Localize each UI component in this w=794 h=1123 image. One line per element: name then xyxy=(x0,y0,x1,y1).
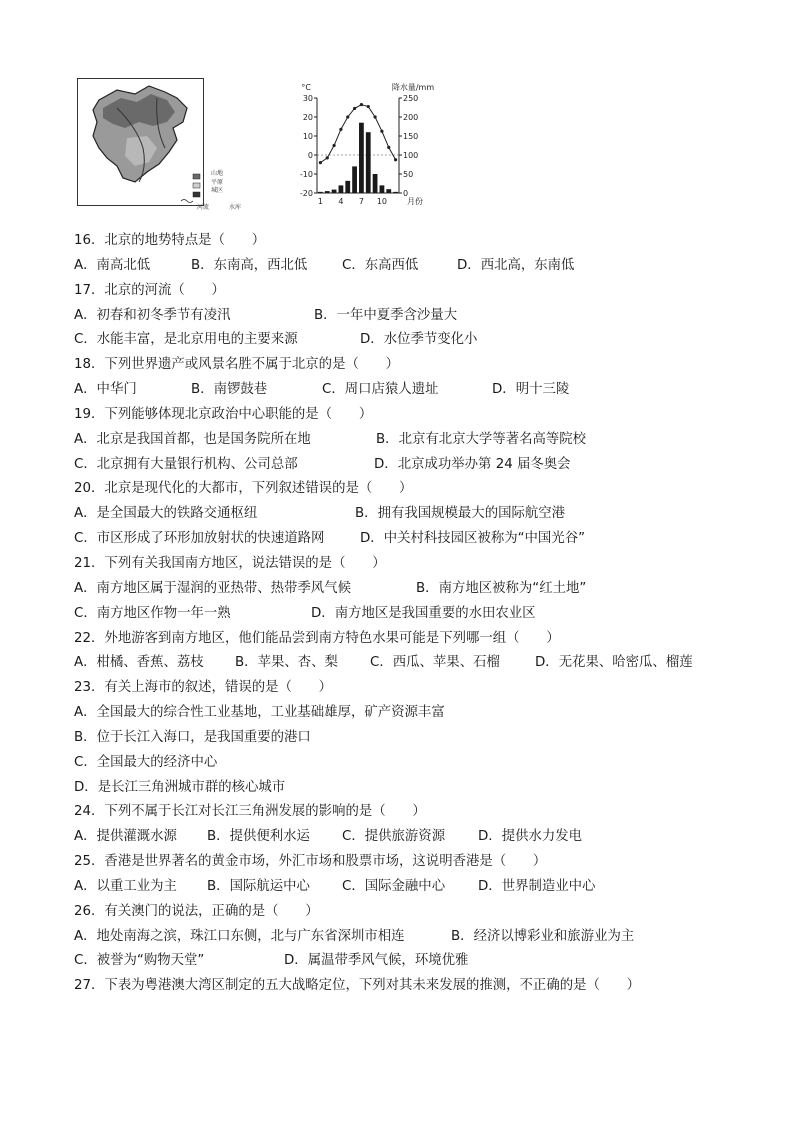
answer-option: B．位于长江入海口，是我国重要的港口 xyxy=(74,729,311,745)
question-stem: 25．香港是世界著名的黄金市场，外汇市场和股票市场，这说明香港是（ ） xyxy=(74,854,547,870)
answer-option: A．是全国最大的铁路交通枢纽 xyxy=(74,506,258,522)
left-tick-label: -20 xyxy=(299,189,313,198)
question-stem: 24．下列不属于长江对长江三角洲发展的影响的是（ ） xyxy=(74,804,426,820)
answer-option: D．中关村科技园区被称为“中国光谷” xyxy=(360,531,586,547)
temperature-point xyxy=(394,158,397,161)
answer-option: B．东南高，西北低 xyxy=(191,257,308,273)
question-stem: 27．下表为粤港澳大湾区制定的五大战略定位，下列对其未来发展的推测，不正确的是（ ） xyxy=(74,978,641,994)
answer-option: D．世界制造业中心 xyxy=(478,878,596,894)
temperature-point xyxy=(353,107,356,110)
legend-urban-label: 城区 xyxy=(211,187,224,194)
temperature-point xyxy=(319,161,322,164)
answer-option: D．提供水力发电 xyxy=(478,829,583,845)
answer-option: A．南高北低 xyxy=(74,257,151,273)
option-row xyxy=(74,378,734,403)
figure-area xyxy=(77,78,437,213)
option-row xyxy=(74,651,734,676)
answer-option: C．西瓜、苹果、石榴 xyxy=(370,655,500,671)
temperature-point xyxy=(360,103,363,106)
temperature-point xyxy=(367,105,370,108)
answer-option: C．周口店猿人遗址 xyxy=(322,382,439,398)
answer-option: C．北京拥有大量银行机构、公司总部 xyxy=(74,456,298,472)
question-stem: 23．有关上海市的叙述，错误的是（ ） xyxy=(74,680,333,696)
right-tick-label: 50 xyxy=(403,170,414,179)
x-tick-label: 1 xyxy=(317,197,323,206)
question-list xyxy=(74,229,734,999)
temperature-point xyxy=(326,156,329,159)
answer-option: A．提供灌溉水源 xyxy=(74,829,177,845)
question-stem: 16．北京的地势特点是（ ） xyxy=(74,233,266,248)
option-row xyxy=(74,304,734,329)
precip-bar xyxy=(352,166,357,193)
precip-bar xyxy=(366,132,371,193)
answer-option: A．南方地区属于湿润的亚热带、热带季风气候 xyxy=(74,580,351,596)
option-row xyxy=(74,925,734,950)
answer-option: A．初春和初冬季节有凌汛 xyxy=(74,307,231,323)
question-stem: 20．北京是现代化的大都市，下列叙述错误的是（ ） xyxy=(74,481,413,497)
precip-bar xyxy=(318,192,323,193)
beijing-terrain-map xyxy=(77,78,204,206)
option-row xyxy=(74,453,734,478)
map-legend-labels-2 xyxy=(197,202,241,211)
left-tick-label: 30 xyxy=(302,94,313,103)
answer-option: B．一年中夏季含沙量大 xyxy=(314,307,458,323)
answer-option: B．经济以博彩业和旅游业为主 xyxy=(451,928,635,944)
answer-option: A．北京是我国首都，也是国务院所在地 xyxy=(74,431,311,447)
precip-bar xyxy=(339,185,344,193)
answer-option: A．柑橘、香蕉、荔枝 xyxy=(74,655,204,671)
answer-option: D．无花果、哈密瓜、榴莲 xyxy=(535,655,693,671)
precip-bar xyxy=(386,189,391,193)
map-legend-labels xyxy=(211,170,223,196)
answer-option: B．拥有我国规模最大的国际航空港 xyxy=(355,506,566,522)
temperature-point xyxy=(339,128,342,131)
temperature-point xyxy=(332,144,335,147)
beijing-climate-chart xyxy=(292,80,437,211)
answer-option: B．国际航运中心 xyxy=(207,878,310,894)
answer-option: B．南方地区被称为“红土地” xyxy=(416,580,587,596)
answer-option: A．中华门 xyxy=(74,382,137,398)
option-row xyxy=(74,776,734,801)
option-row xyxy=(74,701,734,726)
option-row xyxy=(74,949,734,974)
option-row xyxy=(74,602,734,627)
right-tick-label: 0 xyxy=(403,189,409,198)
left-axis-unit: °C xyxy=(301,83,311,92)
x-tick-label: 4 xyxy=(338,197,344,206)
answer-option: C．被誉为“购物天堂” xyxy=(74,953,205,969)
left-tick-label: -10 xyxy=(299,170,313,179)
right-tick-label: 100 xyxy=(403,151,419,160)
answer-option: D．水位季节变化小 xyxy=(360,332,478,348)
option-row xyxy=(74,577,734,602)
question-stem: 18．下列世界遗产或风景名胜不属于北京的是（ ） xyxy=(74,357,400,373)
temperature-line xyxy=(320,105,395,163)
x-axis-label: 月份 xyxy=(407,197,423,206)
answer-option: B．南锣鼓巷 xyxy=(191,382,268,398)
answer-option: A．以重工业为主 xyxy=(74,878,177,894)
answer-option: D．是长江三角洲城市群的核心城市 xyxy=(74,779,286,795)
temperature-point xyxy=(380,130,383,133)
precip-bar xyxy=(393,192,398,193)
right-tick-label: 250 xyxy=(403,94,419,103)
right-axis-label: 降水量/mm xyxy=(391,83,435,92)
option-row xyxy=(74,328,734,353)
left-tick-label: 10 xyxy=(302,132,313,141)
temperature-point xyxy=(387,146,390,149)
answer-option: D．西北高，东南低 xyxy=(457,257,575,273)
option-row xyxy=(74,751,734,776)
answer-option: C．水能丰富，是北京用电的主要来源 xyxy=(74,332,298,348)
x-tick-label: 10 xyxy=(376,197,388,206)
question-stem: 19．下列能够体现北京政治中心职能的是（ ） xyxy=(74,406,373,422)
answer-option: C．国际金融中心 xyxy=(342,878,446,894)
precip-bar xyxy=(345,181,350,193)
option-row xyxy=(74,726,734,751)
option-row xyxy=(74,527,734,552)
answer-option: C．南方地区作物一年一熟 xyxy=(74,605,231,621)
option-row xyxy=(74,428,734,453)
precip-bar xyxy=(380,185,385,193)
precip-bar xyxy=(359,123,364,193)
answer-option: A．地处南海之滨，珠江口东侧，北与广东省深圳市相连 xyxy=(74,928,405,944)
legend-mountain-label: 山地 xyxy=(211,170,224,177)
question-stem: 22．外地游客到南方地区，他们能品尝到南方特色水果可能是下列哪一组（ ） xyxy=(74,630,560,646)
answer-option: C．提供旅游资源 xyxy=(342,829,446,845)
left-tick-label: 0 xyxy=(307,151,313,160)
option-row xyxy=(74,875,734,900)
answer-option: C．市区形成了环形加放射状的快速道路网 xyxy=(74,531,325,547)
question-stem: 21．下列有关我国南方地区，说法错误的是（ ） xyxy=(74,555,386,571)
question-stem: 17．北京的河流（ ） xyxy=(74,282,225,298)
precip-bar xyxy=(325,191,330,193)
answer-option: C．东高西低 xyxy=(342,257,419,273)
answer-option: C．全国最大的经济中心 xyxy=(74,754,218,770)
right-tick-label: 200 xyxy=(403,113,419,122)
x-tick-label: 7 xyxy=(358,197,364,206)
option-row xyxy=(74,825,734,850)
answer-option: B．苹果、杏、梨 xyxy=(235,655,338,671)
temperature-point xyxy=(346,115,349,118)
right-tick-label: 150 xyxy=(403,132,419,141)
answer-option: D．明十三陵 xyxy=(492,382,570,398)
answer-option: D．南方地区是我国重要的水田农业区 xyxy=(311,605,536,621)
precip-bar xyxy=(332,190,337,193)
question-stem: 26．有关澳门的说法，正确的是（ ） xyxy=(74,903,319,919)
legend-reservoir-label: 水库 xyxy=(228,204,241,211)
option-row xyxy=(74,502,734,527)
option-row xyxy=(74,254,734,279)
answer-option: A．全国最大的综合性工业基地，工业基础雄厚，矿产资源丰富 xyxy=(74,705,445,721)
legend-plain-label: 平原 xyxy=(211,178,224,186)
precip-bar xyxy=(373,174,378,193)
answer-option: D．属温带季风气候，环境优雅 xyxy=(284,953,469,969)
answer-option: D．北京成功举办第 24 届冬奥会 xyxy=(374,456,571,472)
legend-river-label: 河流 xyxy=(197,204,210,211)
left-tick-label: 20 xyxy=(302,113,313,122)
answer-option: B．提供便利水运 xyxy=(207,829,310,845)
answer-option: B．北京有北京大学等著名高等院校 xyxy=(376,431,587,447)
temperature-point xyxy=(373,115,376,118)
